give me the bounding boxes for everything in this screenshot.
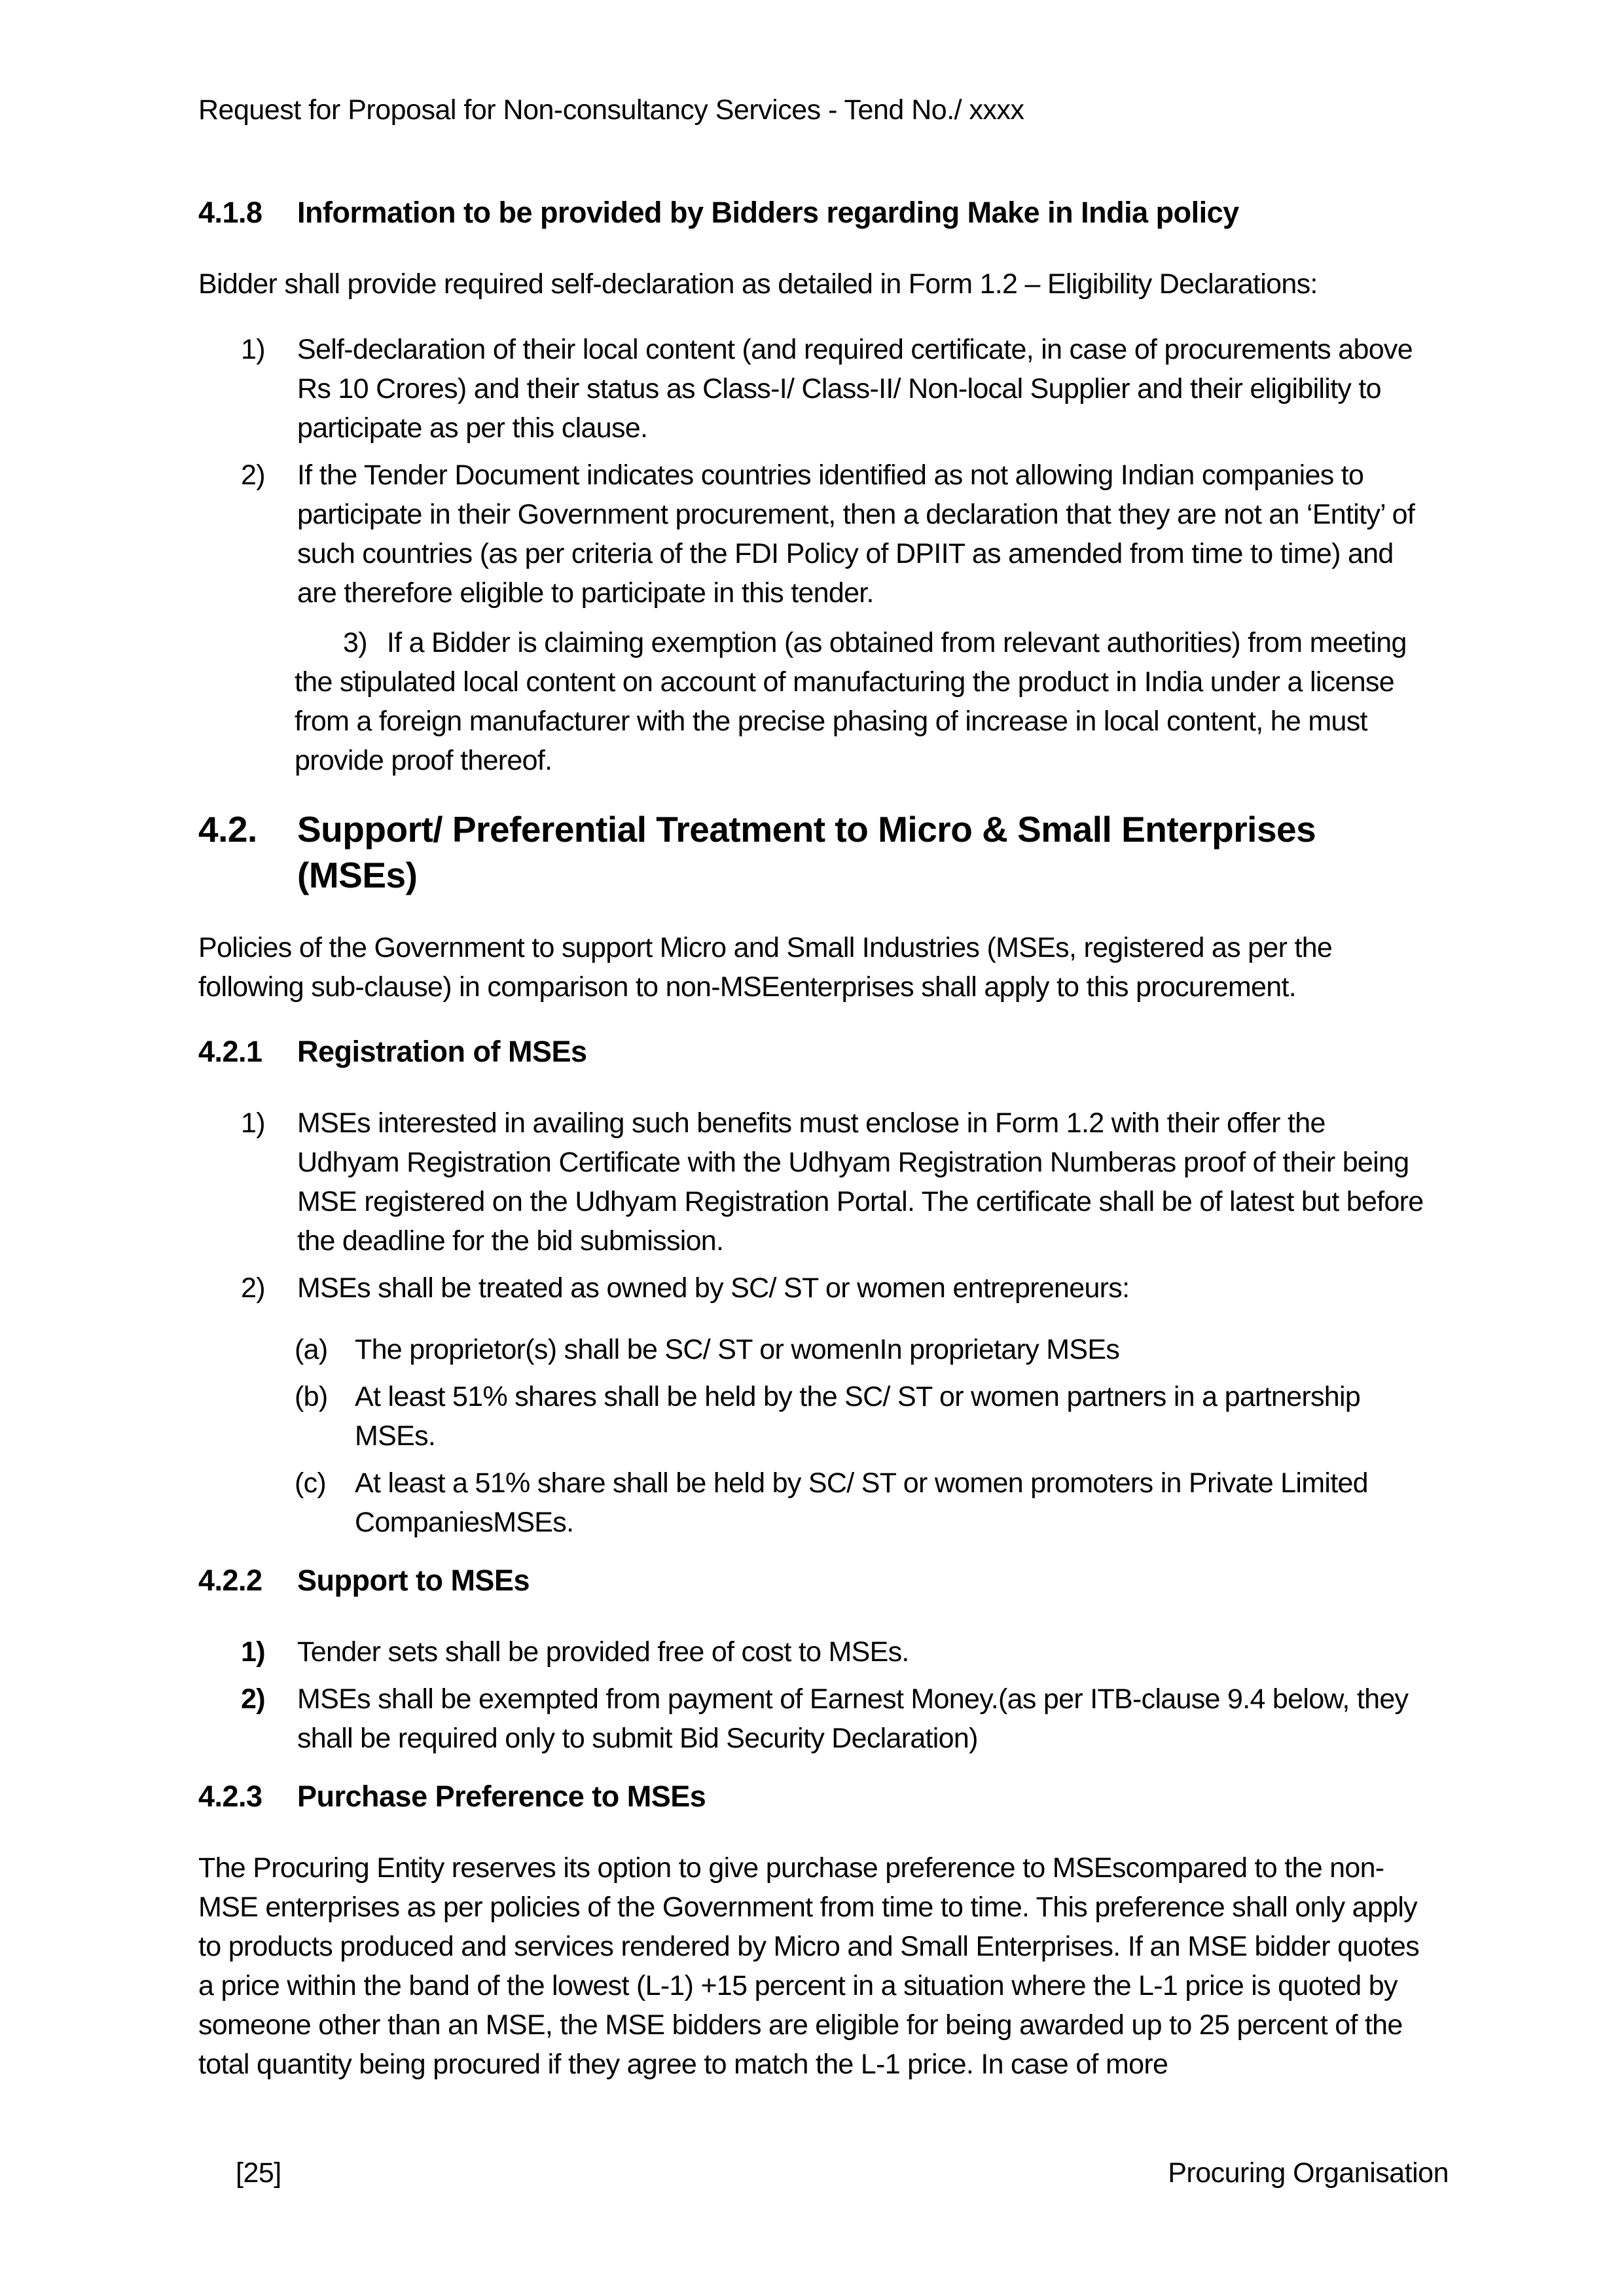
- section-heading-4-2-3: [198, 1778, 1431, 1816]
- list-item-text: MSEs shall be treated as owned by SC/ ST or women entrepreneurs:: [297, 1272, 1130, 1304]
- section-title: Support/ Preferential Treatment to Micro & Small Enterprises (MSEs): [297, 809, 1316, 895]
- footer-organisation: Procuring Organisation: [1168, 2157, 1449, 2189]
- running-header: Request for Proposal for Non-consultancy Services - Tend No./ xxxx: [198, 94, 1024, 126]
- list-item-number: 2): [241, 1683, 265, 1715]
- list-item-text: If a Bidder is claiming exemption (as obtained from relevant authorities) from meeting the stipulated local content on account of manufacturing the product in India under a license from a foreign manufacturer with the precise phasing of increase in local content, he must provide proof thereof.: [295, 627, 1407, 776]
- section-number: 4.2.: [198, 809, 257, 850]
- section-heading-4-2: [198, 806, 1431, 898]
- sublist-item-text: At least a 51% share shall be held by SC/ ST or women promoters in Private Limited CompaniesMSEs.: [355, 1467, 1368, 1538]
- sublist-item-label: (b): [295, 1381, 328, 1412]
- page-footer: [236, 2155, 1449, 2191]
- sublist-4-2-1: [198, 1330, 1431, 1542]
- section-4-2-intro: Policies of the Government to support Micro and Small Industries (MSEs, registered as per the following sub-clause) in comparison to non-MSEenterprises shall apply to this procurement.: [198, 932, 1333, 1003]
- list-item-number: 3): [343, 627, 367, 658]
- sublist-item-label: (a): [295, 1334, 328, 1365]
- section-heading-4-2-2: [198, 1562, 1431, 1600]
- list-item-text: If the Tender Document indicates countries identified as not allowing Indian companies to participate in their Government procurement, then a declaration that they are not an ‘Entity’ of such countries (as per criteria of the FDI Policy of DPIIT as amended from time to time) and are therefore eligible to participate in this tender.: [297, 459, 1415, 609]
- section-title: Purchase Preference to MSEs: [297, 1780, 706, 1813]
- list-item-number: 1): [241, 1107, 265, 1139]
- section-number: 4.2.2: [198, 1564, 262, 1597]
- section-heading-4-2-1: [198, 1033, 1431, 1071]
- list-item-4-1-8-3: [295, 623, 1431, 780]
- list-item-4-1-8-1: [198, 330, 1431, 448]
- section-title: Support to MSEs: [297, 1564, 530, 1597]
- list-item-text: Tender sets shall be provided free of cost to MSEs.: [297, 1636, 909, 1668]
- list-item-4-2-1-2: [198, 1268, 1431, 1308]
- list-item-number: 1): [241, 1636, 265, 1668]
- list-item-number: 1): [241, 334, 265, 365]
- sublist-item-text: The proprietor(s) shall be SC/ ST or womenIn proprietary MSEs: [355, 1334, 1120, 1365]
- section-title: Information to be provided by Bidders regarding Make in India policy: [297, 196, 1239, 229]
- section-heading-4-1-8: [198, 194, 1431, 232]
- section-number: 4.2.3: [198, 1780, 262, 1813]
- sublist-item-text: At least 51% shares shall be held by the SC/ ST or women partners in a partnership MSEs.: [355, 1381, 1361, 1452]
- list-item-text: MSEs interested in availing such benefits must enclose in Form 1.2 with their offer the Udhyam Registration Certificate with the Udhyam Registration Numberas proof of their being MSE registered on the Udhyam Registration Portal. The certificate shall be of latest but before the deadline for the bid submission.: [297, 1107, 1424, 1257]
- list-item-number: 2): [241, 1272, 265, 1304]
- sublist-item-label: (c): [295, 1467, 327, 1499]
- list-item-4-2-1-1: [198, 1103, 1431, 1261]
- sublist-item-a: [198, 1330, 1431, 1369]
- list-item-text: Self-declaration of their local content (and required certificate, in case of procurements above Rs 10 Crores) and their status as Class-I/ Class-II/ Non-local Supplier and their eligibility to participate as per this clause.: [297, 334, 1413, 444]
- page-content: [198, 0, 1431, 2110]
- list-item-text: MSEs shall be exempted from payment of Earnest Money.(as per ITB-clause 9.4 below, they shall be required only to submit Bid Security Declaration): [297, 1683, 1409, 1754]
- list-item-4-1-8-2: [198, 456, 1431, 613]
- page-number: [25]: [236, 2157, 281, 2189]
- sublist-item-b: [198, 1377, 1431, 1456]
- list-item-4-2-2-2: [198, 1679, 1431, 1758]
- list-item-4-2-2-1: [198, 1632, 1431, 1672]
- list-item-number: 2): [241, 459, 265, 491]
- section-4-1-8-intro: Bidder shall provide required self-declaration as detailed in Form 1.2 – Eligibility Declarations:: [198, 268, 1318, 300]
- sublist-item-c: [198, 1463, 1431, 1542]
- section-number: 4.2.1: [198, 1035, 262, 1068]
- section-4-2-3-body: The Procuring Entity reserves its option to give purchase preference to MSEscompared to the non-MSE enterprises as per policies of the Government from time to time. This preference shall only apply to products produced and services rendered by Micro and Small Enterprises. If an MSE bidder quotes a price within the band of the lowest (L-1) +15 percent in a situation where the L-1 price is quoted by someone other than an MSE, the MSE bidders are eligible for being awarded up to 25 percent of the total quantity being procured if they agree to match the L-1 price. In case of more: [198, 1852, 1420, 2080]
- section-title: Registration of MSEs: [297, 1035, 587, 1068]
- section-number: 4.1.8: [198, 196, 262, 229]
